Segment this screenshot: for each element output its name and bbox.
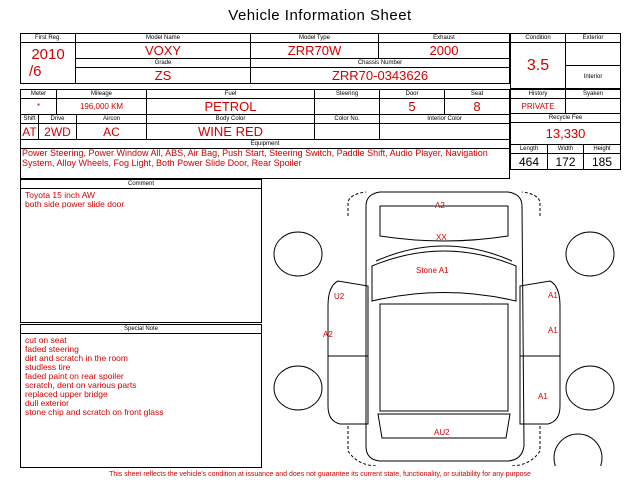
- mark-top: A2: [435, 201, 445, 210]
- history-table: [510, 89, 621, 170]
- vehicle-info-table: [20, 33, 510, 84]
- syaken-label: Syaken: [566, 90, 621, 99]
- comment-label: Comment: [21, 180, 261, 189]
- note-line: faded paint on rear spoiler: [25, 371, 124, 381]
- first-reg-month: /6: [29, 63, 42, 80]
- comment-box: [20, 179, 262, 323]
- note-line: faded steering: [25, 344, 79, 354]
- first-reg-value: [21, 43, 76, 84]
- comment-line: both side power slide door: [25, 199, 125, 209]
- note-line: cut on seat: [25, 335, 67, 345]
- exhaust-value: 2000: [379, 43, 510, 59]
- mark-right-rear-door: A1: [548, 326, 558, 335]
- aircon-value: AC: [77, 124, 147, 140]
- drive-label: Drive: [39, 115, 77, 124]
- exhaust-label: Exhaust: [379, 34, 510, 43]
- door-label: Door: [380, 90, 445, 99]
- meter-value: *: [21, 99, 57, 115]
- height-label: Height: [584, 145, 621, 154]
- recycle-value: 13,330: [511, 123, 621, 145]
- note-line: studless tire: [25, 362, 71, 372]
- note-line: dull exterior: [25, 398, 69, 408]
- seat-value: 8: [445, 99, 510, 115]
- note-line: stone chip and scratch on front glass: [25, 407, 164, 417]
- mileage-label: Mileage: [57, 90, 147, 99]
- mark-left-front-door: U2: [334, 292, 345, 301]
- mark-left-rear-door: A2: [323, 330, 333, 339]
- footer-disclaimer: This sheet reflects the vehicle's condition at issuance and does not guarantee its current state, functionality, or suitability for any purpose: [109, 471, 531, 478]
- chassis-label: Chassis Number: [251, 59, 510, 68]
- car-damage-diagram: [268, 176, 620, 466]
- body-color-label: Body Color: [147, 115, 315, 124]
- special-note-text: [21, 334, 261, 419]
- exterior-value: [566, 43, 621, 66]
- model-name-label: Model Name: [76, 34, 251, 43]
- grade-label: Grade: [76, 59, 251, 68]
- equipment-text: Power Steering, Power Window All, ABS, Air Bag, Push Start, Steering Switch, Paddle Shift, Audio Player, Navigation System, Alloy Wheels, Fog Light, Both Power Slide Door, Rear Spoiler: [22, 148, 488, 168]
- width-label: Width: [548, 145, 584, 154]
- shift-label: Shift: [21, 115, 39, 124]
- note-line: scratch, dent on various parts: [25, 380, 137, 390]
- color-no-value: [315, 124, 380, 140]
- comment-line: Toyota 15 inch AW: [25, 190, 96, 200]
- chassis-value: ZRR70-0343626: [251, 68, 510, 84]
- page-title: Vehicle Information Sheet: [228, 7, 412, 24]
- first-reg-year: 2010: [31, 46, 65, 63]
- length-value: 464: [511, 154, 548, 170]
- meter-label: Meter: [21, 90, 57, 99]
- door-value: 5: [380, 99, 445, 115]
- condition-value: 3.5: [511, 43, 566, 89]
- history-label: History: [511, 90, 566, 99]
- recycle-label: Recycle Fee: [511, 114, 621, 123]
- steering-label: Steering: [315, 90, 380, 99]
- note-line: dirt and scratch in the room: [25, 353, 128, 363]
- special-note-box: [20, 324, 262, 468]
- fuel-value: PETROL: [147, 99, 315, 115]
- width-value: 172: [548, 154, 584, 170]
- first-reg-label: First Reg.: [21, 34, 76, 43]
- comment-text: [21, 189, 261, 211]
- model-name: VOXY: [76, 43, 251, 59]
- body-color-value: WINE RED: [147, 124, 315, 140]
- model-type: ZRR70W: [251, 43, 379, 59]
- note-line: replaced upper bridge: [25, 389, 108, 399]
- shift-value: AT: [22, 124, 37, 139]
- mark-right-front-door: A1: [548, 291, 558, 300]
- grade-value: ZS: [76, 68, 251, 84]
- syaken-value: [566, 99, 621, 114]
- steering-value: [315, 99, 380, 115]
- interior-color-value: [380, 124, 510, 140]
- fuel-label: Fuel: [147, 90, 315, 99]
- color-no-label: Color No.: [315, 115, 380, 124]
- car-outline: [268, 176, 620, 466]
- mark-right-rear-quarter: A1: [538, 392, 548, 401]
- exterior-label: Exterior: [566, 34, 621, 43]
- drive-value: 2WD: [39, 124, 77, 140]
- condition-table: [510, 33, 621, 89]
- condition-label: Condition: [511, 34, 566, 43]
- height-value: 185: [584, 154, 621, 170]
- seat-label: Seat: [445, 90, 510, 99]
- mark-windshield: Stone A1: [416, 266, 449, 275]
- history-value: PRIVATE: [511, 99, 566, 114]
- special-note-label: Special Note: [21, 325, 261, 334]
- mark-rear-bumper: AU2: [434, 428, 450, 437]
- mark-front: XX: [436, 233, 447, 242]
- length-label: Length: [511, 145, 548, 154]
- equipment-label: Equipment: [21, 140, 510, 149]
- aircon-label: Aircon: [77, 115, 147, 124]
- model-type-label: Model Type: [251, 34, 379, 43]
- interior-label: Interior: [566, 66, 621, 89]
- mileage-value: 196,000 KM: [57, 99, 147, 115]
- interior-color-label: Interior Color: [380, 115, 510, 124]
